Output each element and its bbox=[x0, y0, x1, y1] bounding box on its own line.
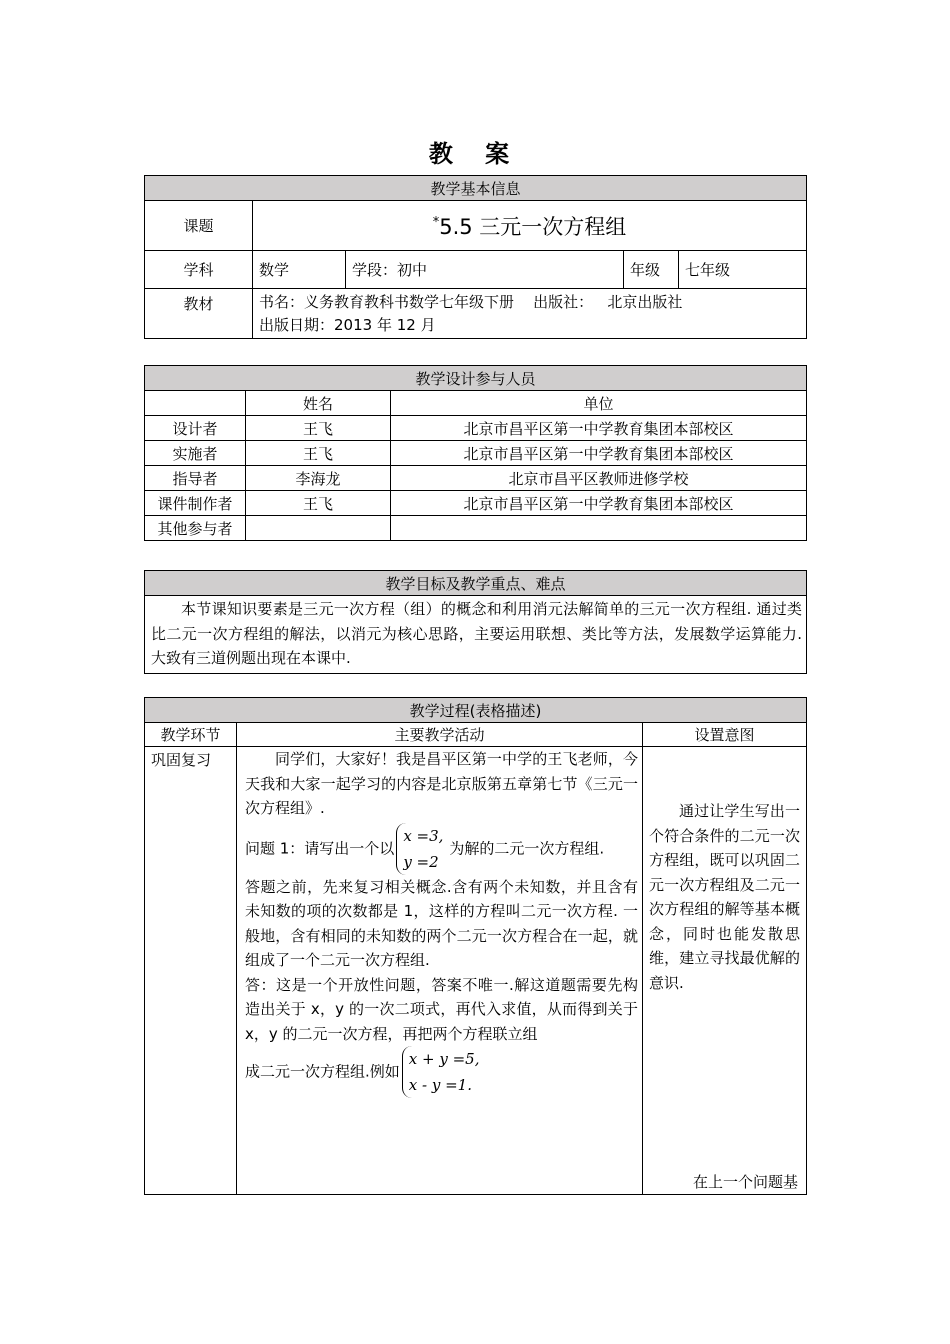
subject-value: 数学 bbox=[253, 251, 346, 289]
question-1-system bbox=[396, 823, 447, 875]
question-1 bbox=[245, 823, 638, 875]
role-cell: 实施者 bbox=[145, 441, 246, 466]
intent-cell bbox=[643, 747, 807, 1195]
basic-info-table bbox=[144, 175, 807, 339]
participants-table bbox=[144, 365, 807, 541]
goals-text: 本节课知识要素是三元一次方程（组）的概念和利用消元法解简单的三元一次方程组. 通过类比二元一次方程组的解法，以消元为核心思路，主要运用联想、类比等方法，发展数学运算能力. 大致有三道例题出现在本课中. bbox=[145, 596, 807, 674]
name-cell: 王飞 bbox=[246, 491, 391, 516]
equation: x - y =1. bbox=[408, 1076, 472, 1094]
material-label: 教材 bbox=[145, 289, 253, 339]
equation: x =3, bbox=[403, 826, 444, 845]
unit-cell: 北京市昌平区第一中学教育集团本部校区 bbox=[391, 491, 807, 516]
material-cell bbox=[253, 289, 807, 339]
material-line-1: 书名：义务教育教科书数学七年级下册 出版社： 北京出版社 bbox=[259, 293, 683, 311]
unit-cell: 北京市昌平区第一中学教育集团本部校区 bbox=[391, 416, 807, 441]
name-cell: 王飞 bbox=[246, 441, 391, 466]
grade-label: 年级 bbox=[624, 251, 679, 289]
role-cell: 设计者 bbox=[145, 416, 246, 441]
name-cell: 李海龙 bbox=[246, 466, 391, 491]
question-1-prefix: 问题 1：请写出一个以 bbox=[245, 839, 395, 857]
unit-cell: 北京市昌平区第一中学教育集团本部校区 bbox=[391, 441, 807, 466]
col-stage-header: 教学环节 bbox=[145, 723, 237, 747]
question-1-suffix: 为解的二元一次方程组. bbox=[449, 839, 605, 857]
intent-text: 通过让学生写出一个符合条件的二元一次方程组，既可以巩固二元一次方程组及二元一次方程组的解等基本概念，同时也能发散思维，建立寻找最优解的意识. bbox=[649, 802, 800, 992]
participants-corner bbox=[145, 391, 246, 416]
table-row bbox=[145, 516, 807, 541]
review-concepts: 答题之前，先来复习相关概念.含有两个未知数，并且含有未知数的项的次数都是 1，这样的方程叫二元一次方程. 一般地，含有相同的未知数的两个二元一次方程合在一起，就组成了一个二元一次方程组. bbox=[245, 877, 638, 969]
unit-cell: 北京市昌平区教师进修学校 bbox=[391, 466, 807, 491]
table-row bbox=[145, 441, 807, 466]
topic-label: 课题 bbox=[145, 201, 253, 251]
goals-table bbox=[144, 570, 807, 674]
doc-title: 教 案 bbox=[428, 140, 522, 168]
participants-header: 教学设计参与人员 bbox=[145, 366, 807, 391]
activity-cell bbox=[237, 747, 643, 1195]
basic-info-header: 教学基本信息 bbox=[145, 176, 807, 201]
name-cell bbox=[246, 516, 391, 541]
example-system bbox=[402, 1046, 484, 1098]
equation: y =2 bbox=[403, 852, 439, 871]
col-intent-header: 设置意图 bbox=[643, 723, 807, 747]
equation: x + y =5, bbox=[408, 1050, 480, 1068]
process-header: 教学过程(表格描述) bbox=[145, 698, 807, 723]
answer-text: 答：这是一个开放性问题，答案不唯一.解这道题需要先构造出关于 x，y 的一次二项式，再代入求值，从而得到关于 x，y 的二元一次方程，再把两个方程联立组 bbox=[245, 975, 638, 1043]
col-activity-header: 主要教学活动 bbox=[237, 723, 643, 747]
table-row bbox=[145, 466, 807, 491]
intent-tail: 在上一个问题基 bbox=[692, 1173, 798, 1191]
grade-value: 七年级 bbox=[679, 251, 807, 289]
role-cell: 其他参与者 bbox=[145, 516, 246, 541]
activity-intro: 同学们，大家好！我是昌平区第一中学的王飞老师，今天我和大家一起学习的内容是北京版第五章第七节《三元一次方程组》. bbox=[245, 750, 638, 817]
table-row bbox=[145, 491, 807, 516]
unit-cell bbox=[391, 516, 807, 541]
goals-header: 教学目标及教学重点、难点 bbox=[145, 571, 807, 596]
table-row bbox=[145, 416, 807, 441]
col-name-header: 姓名 bbox=[246, 391, 391, 416]
topic-value: 5.5 三元一次方程组 bbox=[439, 214, 627, 239]
stage-value: 学段：初中 bbox=[346, 251, 624, 289]
name-cell: 王飞 bbox=[246, 416, 391, 441]
subject-label: 学科 bbox=[145, 251, 253, 289]
stage-cell: 巩固复习 bbox=[145, 747, 237, 1195]
role-cell: 课件制作者 bbox=[145, 491, 246, 516]
example-prefix: 成二元一次方程组.例如 bbox=[245, 1062, 400, 1081]
topic-star: * bbox=[432, 214, 440, 230]
material-line-2: 出版日期：2013 年 12 月 bbox=[259, 316, 436, 334]
example-line bbox=[245, 1046, 638, 1098]
topic-cell bbox=[253, 201, 807, 251]
process-table bbox=[144, 697, 807, 1195]
col-unit-header: 单位 bbox=[391, 391, 807, 416]
role-cell: 指导者 bbox=[145, 466, 246, 491]
